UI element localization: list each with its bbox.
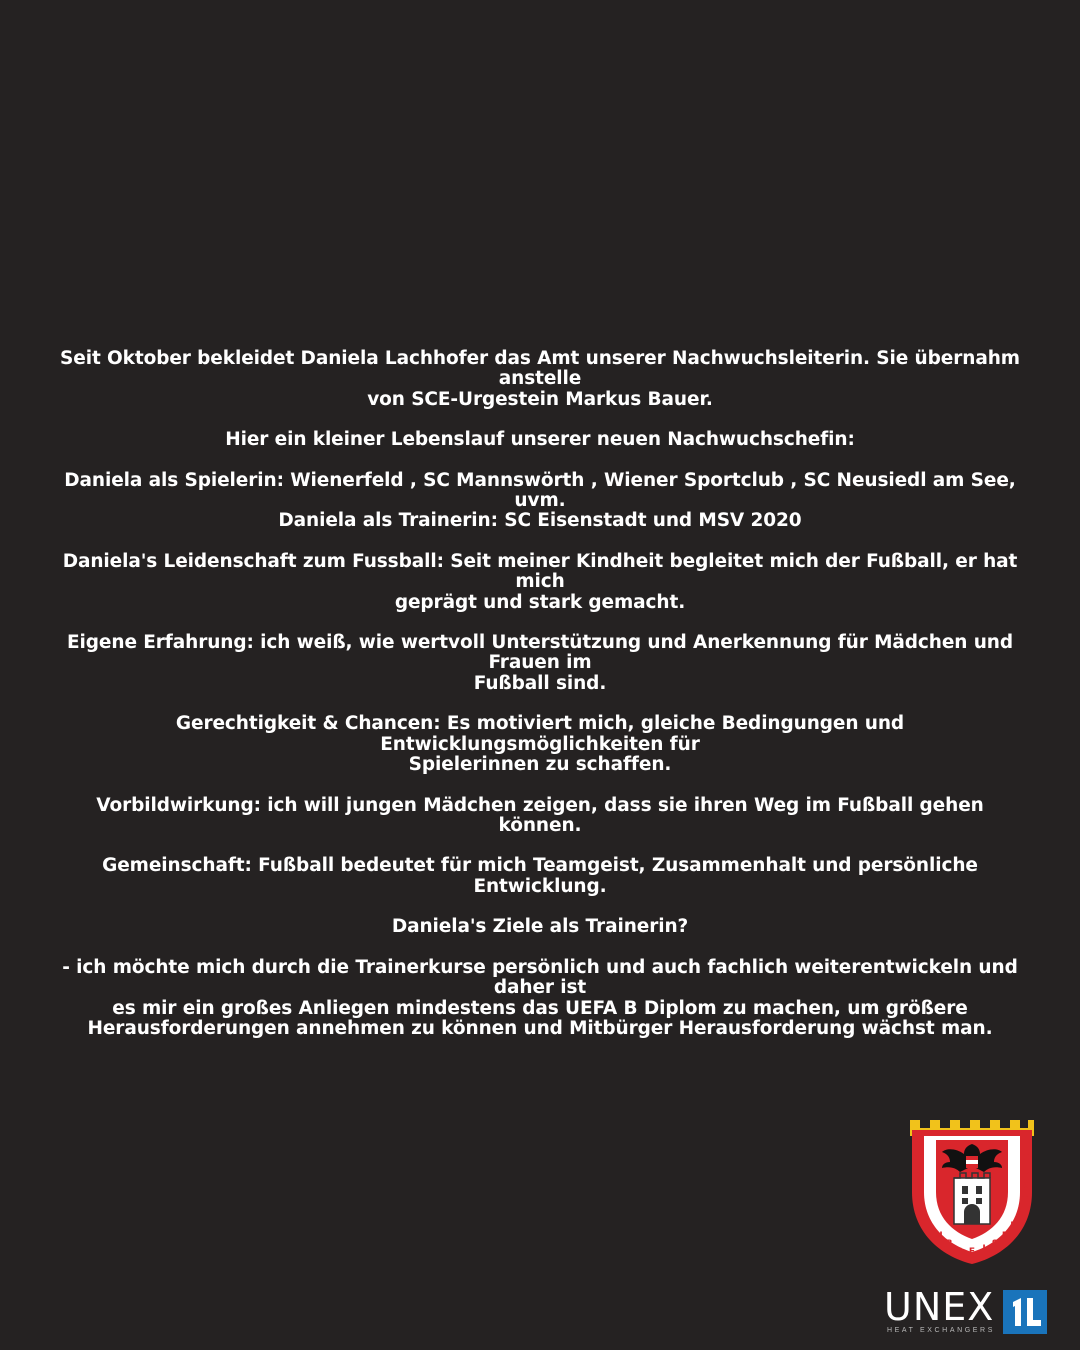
article-text	[52, 349, 1028, 1039]
svg-text:C: C	[919, 1209, 927, 1219]
svg-text:T: T	[915, 1195, 923, 1205]
role-model-line: Vorbildwirkung: ich will jungen Mädchen zeigen, dass sie ihren Weg im Fußball gehen können.	[96, 794, 984, 836]
svg-text:T: T	[1021, 1195, 1029, 1205]
svg-text:L: L	[927, 1221, 933, 1231]
goals-heading: Daniela's Ziele als Trainerin?	[391, 916, 689, 938]
svg-text:R: R	[914, 1181, 922, 1191]
svg-text:T: T	[1022, 1153, 1030, 1163]
unex-logo-icon	[1003, 1290, 1047, 1334]
svg-text:U: U	[935, 1231, 943, 1241]
goals-line-1: - ich möchte mich durch die Trainerkurse persönlich und auch fachlich weiterentwickeln und daher ist	[62, 956, 1018, 999]
svg-text:S: S	[1017, 1209, 1025, 1219]
svg-text:E: E	[1001, 1231, 1009, 1241]
svg-text:I: I	[982, 1244, 986, 1254]
coach-history: Daniela als Trainerin: SC Eisenstadt und MSV 2020	[278, 510, 802, 532]
intro-line-2: von SCE-Urgestein Markus Bauer.	[367, 388, 713, 410]
passion-line-2: geprägt und stark gemacht.	[394, 591, 686, 613]
cv-heading: Hier ein kleiner Lebenslauf unserer neuen Nachwuchschefin:	[225, 429, 855, 451]
goals-line-3: Herausforderungen annehmen zu können und Mitbürger Herausforderung wächst man.	[87, 1017, 993, 1039]
svg-text:N: N	[1010, 1221, 1018, 1231]
sponsor-tagline: HEAT EXCHANGERS	[887, 1327, 995, 1334]
fairness-line-1: Gerechtigkeit & Chancen: Es motiviert mich, gleiche Bedingungen und Entwicklungsmöglichkeiten für	[175, 713, 905, 755]
svg-text:E: E	[968, 1247, 976, 1257]
fairness-line-2: Spielerinnen zu schaffen.	[408, 753, 672, 775]
experience-line-1: Eigene Erfahrung: ich weiß, wie wertvoll Unterstützung und Anerkennung für Mädchen und Frauen im	[67, 632, 1013, 674]
sponsor-logo	[884, 1285, 1050, 1338]
svg-text:S: S	[914, 1139, 922, 1149]
svg-text:S: S	[991, 1239, 999, 1249]
player-history: Daniela als Spielerin: Wienerfeld , SC Mannswörth , Wiener Sportclub , SC Neusiedl am See, uvm.	[64, 469, 1016, 512]
experience-line-2: Fußball sind.	[473, 672, 607, 694]
svg-text:A: A	[1022, 1181, 1030, 1191]
svg-text:O: O	[914, 1167, 922, 1177]
passion-line-1: Daniela's Leidenschaft zum Fussball: Seit meiner Kindheit begleitet mich der Fußball, er hat mich	[62, 550, 1018, 593]
goals-line-2: es mir ein großes Anliegen mindestens das UEFA B Diplom zu machen, um größere	[112, 997, 968, 1019]
sponsor-name: UNEX	[884, 1285, 995, 1329]
club-crest-icon	[906, 1116, 1038, 1266]
community-line: Gemeinschaft: Fußball bedeutet für mich Teamgeist, Zusammenhalt und persönliche Entwicklung.	[102, 855, 978, 897]
svg-text:-: -	[958, 1244, 962, 1254]
intro-line-1: Seit Oktober bekleidet Daniela Lachhofer das Amt unserer Nachwuchsleiterin. Sie übernahm anstelle	[60, 348, 1020, 390]
svg-text:P: P	[914, 1153, 922, 1163]
svg-text:D: D	[1022, 1167, 1030, 1177]
svg-text:B: B	[945, 1239, 953, 1249]
